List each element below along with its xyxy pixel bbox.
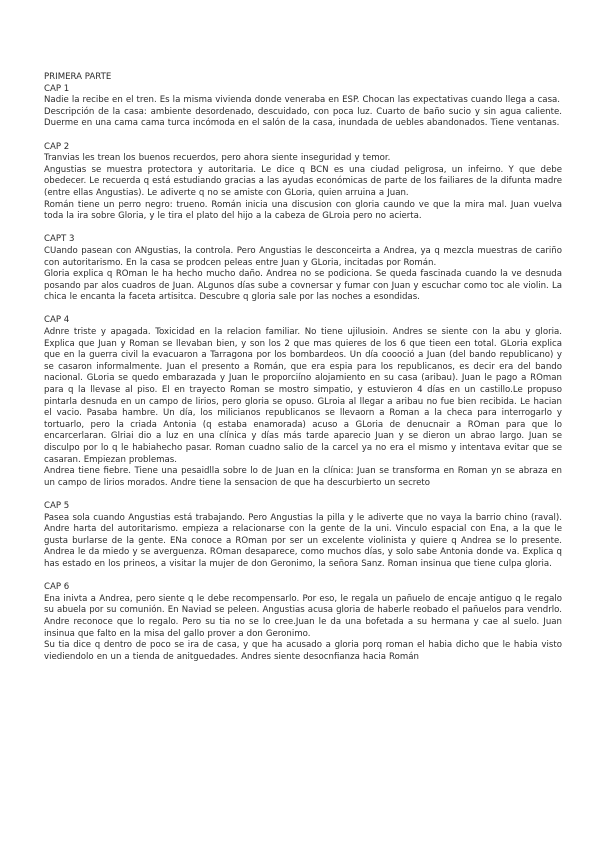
chapter-1-paragraph-1: Nadie la recibe en el tren. Es la misma vivienda donde veneraba en ESP. Chocan las expectativas cuando llega a casa.	[44, 95, 561, 106]
chapter-6-paragraph-1: Ena inivta a Andrea, pero siente q le debe recompensarlo. Por eso, le regala un pañuelo de encaje antiguo q le regalo su abuela por su comunión. En Naviad se peleen. Angustias acusa gloria de haberle reobado el pañuelos para vendrlo. Andre reconoce que lo regalo. Pero su tia no se lo cree.Juan le da una bofetada a su hermana y cae al suelo. Juan insinua que falto en la misa del gallo prover a don Geronimo.	[44, 593, 562, 639]
chapter-2-paragraph-1: Tranvias les trean los buenos recuerdos, pero ahora siente inseguridad y temor.	[44, 153, 391, 164]
chapter-6	[44, 582, 562, 663]
chapter-3	[44, 234, 562, 304]
chapter-4-title: CAP 4	[44, 315, 70, 326]
chapter-4-paragraph-2: Andrea tiene fiebre. Tiene una pesaidlla sobre lo de Juan en la clínica: Juan se transforma en Roman yn se abraza en un campo de lirios morados. Andre tiene la sensacion de que ha descurbierto un secreto	[44, 466, 562, 488]
chapter-4-paragraph-1: Adnre triste y apagada. Toxicidad en la relacion familiar. No tiene ujilusioin. Andres se siente con la abu y gloria. Explica que Juan y Roman se llevaban bien, y son los 2 que mas quieres de los 6 que tieen een total. GLoria explica que en la guerra civil la evacuaron a Tarragona por los bombardeos. Un día coooció a Juan (del bando republicano) y se casaron informalmente. Juan el presento a Román, que era espia para los republicanos, es decir era del bando nacional. GLoria se quedo embarazada y Juan le proporciíno alojamiento en su casa (aribau). Juan le pago a ROman para q la llevase al piso. El en trayecto Roman se mostro simpatio, y estuvieron 4 días en un castillo.Le propuso pintarla desnuda en un campo de lirios, pero gloria se opuso. GLroia al llegar a aribau no fue bien recibida. Le hacian el vacio. Pasaba hambre. Un día, los milicianos republicanos se llevaorn a Roman a la checa para interrogarlo y tortuarlo, pero la criada Antonia (q estaba enamorada) acuso a GLoria de denucnair a ROman para que lo encarcerlaran. Glriai dio a luz en una clínica y días más tarde aparecio Juan y se dieron un abrao largo. Juan se disculpo por lo q le habiahecho pasar. Roman cuadno salio de la carcel ya no era el mismo y intentava evitar que se casaran. Empiezan problemas.	[44, 327, 562, 465]
chapter-1	[44, 84, 562, 130]
chapter-3-paragraph-1: CUando pasean con ANgustias, la controla. Pero Angustias le desconceirta a Andrea, ya q mezcla muestras de cariño con autoritarismo. En la casa se prodcen peleas entre Juan y GLoria, incitadas por Román.	[44, 245, 562, 268]
chapter-2	[44, 142, 562, 223]
part-title: PRIMERA PARTE	[44, 72, 112, 82]
chapter-5	[44, 501, 562, 571]
chapter-2-title: CAP 2	[44, 141, 70, 152]
chapter-4	[44, 315, 562, 489]
chapter-1-title: CAP 1	[44, 83, 70, 94]
chapter-1-paragraph-2: Descripción de la casa: ambiente desordenado, descuidado, con poca luz. Cuarto de baño sucio y sin agua caliente. Duerme en una cama cama turca incómoda en el salón de la casa, inundada de uebles abandonados. Tiene ventanas.	[44, 106, 562, 129]
document-page	[44, 72, 562, 675]
chapter-5-title: CAP 5	[44, 500, 70, 511]
chapter-6-paragraph-2: Su tia dice q dentro de poco se ira de casa, y que ha acusado a gloria porq roman el habia dicho que le habia visto viediendolo en un a tienda de anitguedades. Andres siente desocnfianza hacia Román	[44, 640, 562, 662]
chapter-3-title: CAPT 3	[44, 234, 75, 245]
chapter-6-title: CAP 6	[44, 582, 70, 593]
chapter-3-paragraph-2: Gloria explica q ROman le ha hecho mucho daño. Andrea no se podiciona. Se queda fascinada cuando la ve desnuda posando par alos cuadros de Juan. ALgunos días sube a covnersar y fumar con Juan y escuchar como toc ale violin. La chica le encanta la faceta artisitca. Descubre q gloria sale por las noches a esondidas.	[44, 269, 562, 303]
chapter-2-paragraph-2: Angustias se muestra protectora y autoritaria. Le dice q BCN es una ciudad peligrosa, un infeirno. Y que debe obedecer. Le recuerda q está estudiando gracias a las ayudas económicas de parte de los failiares de la difunta madre (entre ellas Angustias). Le adiverte q no se amiste con GLoria, quien arruina a Juan.	[44, 164, 562, 198]
chapter-2-paragraph-3: Román tiene un perro negro: trueno. Román inicia una discusion con gloria caundo ve que la mira mal. Juan vuelva toda la ira sobre Gloria, y le tira el plato del hijo a la cabeza de GLroia pero no acierta.	[44, 199, 562, 222]
chapter-5-paragraph-1: Pasea sola cuando Angustias está trabajando. Pero Angustias la pilla y le adiverte que no vaya la barrio chino (raval). Andre harta del autoritarismo. empieza a relacionarse con la gente de la uni. Vinculo espacial con Ena, a la que le gusta burlarse de la gente. ENa conoce a ROman por ser un excelente violinista y quiere q Andrea se lo presente. Andrea le da miedo y se averguenza. ROman desaparece, como muchos días, y solo sabe Antonia donde va. Explica q has estado en los prineos, a visitar la mujer de don Geronimo, la señora Sanz. Roman insinua que tiene culpa gloria.	[44, 512, 562, 569]
